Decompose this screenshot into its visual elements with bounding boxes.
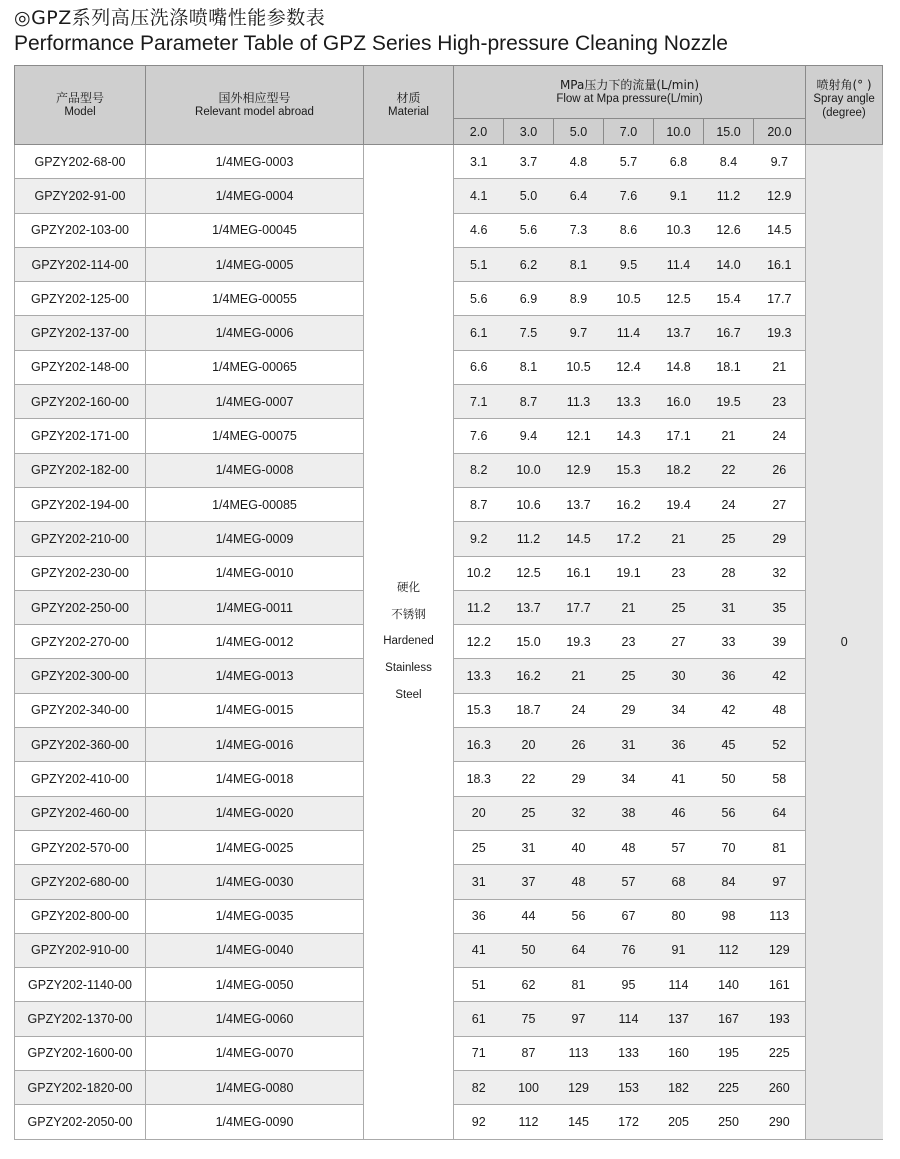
flow-cell: 5.6 (454, 282, 504, 316)
header-model-en: Model (64, 106, 96, 118)
flow-cell: 16.7 (704, 316, 754, 350)
header-flow (454, 66, 806, 119)
flow-cell: 68 (654, 865, 704, 899)
flow-cell: 42 (754, 659, 806, 693)
flow-cell: 34 (654, 693, 704, 727)
table-row (15, 145, 883, 179)
flow-cell: 25 (454, 830, 504, 864)
flow-cell: 10.0 (504, 453, 554, 487)
flow-cell: 11.2 (704, 179, 754, 213)
flow-cell: 17.7 (754, 282, 806, 316)
model-cell: GPZY202-2050-00 (15, 1105, 146, 1139)
abroad-model-cell: 1/4MEG-0011 (146, 590, 364, 624)
flow-cell: 5.7 (604, 145, 654, 179)
header-flow-en: Flow at Mpa pressure(L/min) (556, 93, 703, 105)
flow-cell: 97 (554, 1002, 604, 1036)
flow-cell: 40 (554, 830, 604, 864)
flow-cell: 10.2 (454, 556, 504, 590)
flow-cell: 13.7 (654, 316, 704, 350)
flow-cell: 20 (454, 796, 504, 830)
flow-cell: 16.1 (554, 556, 604, 590)
flow-cell: 9.2 (454, 522, 504, 556)
flow-cell: 21 (554, 659, 604, 693)
flow-cell: 17.1 (654, 419, 704, 453)
model-cell: GPZY202-680-00 (15, 865, 146, 899)
flow-cell: 81 (754, 830, 806, 864)
flow-cell: 112 (704, 933, 754, 967)
flow-cell: 8.1 (504, 350, 554, 384)
flow-cell: 12.5 (504, 556, 554, 590)
model-cell: GPZY202-800-00 (15, 899, 146, 933)
flow-cell: 21 (754, 350, 806, 384)
flow-cell: 31 (704, 590, 754, 624)
flow-cell: 14.0 (704, 247, 754, 281)
flow-cell: 37 (504, 865, 554, 899)
header-material-cn: 材质 (396, 91, 421, 105)
flow-cell: 67 (604, 899, 654, 933)
model-cell: GPZY202-103-00 (15, 213, 146, 247)
flow-cell: 15.3 (454, 693, 504, 727)
flow-cell: 34 (604, 762, 654, 796)
flow-cell: 39 (754, 625, 806, 659)
flow-cell: 64 (754, 796, 806, 830)
header-model-cn: 产品型号 (55, 91, 104, 105)
header-abroad-cn: 国外相应型号 (218, 91, 291, 105)
pressure-header-cell: 5.0 (554, 119, 604, 145)
flow-cell: 6.6 (454, 350, 504, 384)
model-cell: GPZY202-137-00 (15, 316, 146, 350)
pressure-header-cell: 10.0 (654, 119, 704, 145)
flow-cell: 114 (654, 968, 704, 1002)
model-cell: GPZY202-340-00 (15, 693, 146, 727)
flow-cell: 6.1 (454, 316, 504, 350)
flow-cell: 19.3 (754, 316, 806, 350)
abroad-model-cell: 1/4MEG-0080 (146, 1071, 364, 1105)
flow-cell: 12.5 (654, 282, 704, 316)
flow-cell: 11.2 (504, 522, 554, 556)
flow-cell: 51 (454, 968, 504, 1002)
abroad-model-cell: 1/4MEG-0020 (146, 796, 364, 830)
flow-cell: 25 (654, 590, 704, 624)
flow-cell: 13.7 (554, 487, 604, 521)
model-cell: GPZY202-250-00 (15, 590, 146, 624)
abroad-model-cell: 1/4MEG-0070 (146, 1036, 364, 1070)
flow-cell: 48 (554, 865, 604, 899)
flow-cell: 52 (754, 728, 806, 762)
flow-cell: 7.1 (454, 385, 504, 419)
flow-cell: 41 (654, 762, 704, 796)
flow-cell: 35 (754, 590, 806, 624)
spray-angle-cell (806, 145, 883, 1140)
model-cell: GPZY202-360-00 (15, 728, 146, 762)
abroad-model-cell: 1/4MEG-0005 (146, 247, 364, 281)
flow-cell: 64 (554, 933, 604, 967)
flow-cell: 13.3 (454, 659, 504, 693)
model-cell: GPZY202-1600-00 (15, 1036, 146, 1070)
header-angle-unit: (degree) (822, 107, 866, 119)
header-flow-cn: MPa压力下的流量(L/min) (559, 78, 700, 92)
abroad-model-cell: 1/4MEG-0035 (146, 899, 364, 933)
flow-cell: 161 (754, 968, 806, 1002)
flow-cell: 6.4 (554, 179, 604, 213)
flow-cell: 12.4 (604, 350, 654, 384)
nozzle-parameter-table (14, 65, 883, 1140)
model-cell: GPZY202-68-00 (15, 145, 146, 179)
flow-cell: 31 (604, 728, 654, 762)
abroad-model-cell: 1/4MEG-0013 (146, 659, 364, 693)
flow-cell: 14.8 (654, 350, 704, 384)
flow-cell: 12.1 (554, 419, 604, 453)
flow-cell: 91 (654, 933, 704, 967)
flow-cell: 129 (754, 933, 806, 967)
flow-cell: 98 (704, 899, 754, 933)
flow-cell: 20 (504, 728, 554, 762)
abroad-model-cell: 1/4MEG-0015 (146, 693, 364, 727)
flow-cell: 56 (554, 899, 604, 933)
flow-cell: 97 (754, 865, 806, 899)
flow-cell: 32 (554, 796, 604, 830)
flow-cell: 27 (754, 487, 806, 521)
flow-cell: 3.1 (454, 145, 504, 179)
header-spray-angle (806, 66, 883, 145)
flow-cell: 113 (554, 1036, 604, 1070)
flow-cell: 56 (704, 796, 754, 830)
abroad-model-cell: 1/4MEG-0007 (146, 385, 364, 419)
spray-angle-value: 0 (840, 634, 848, 649)
header-abroad-en: Relevant model abroad (195, 106, 314, 118)
model-cell: GPZY202-910-00 (15, 933, 146, 967)
abroad-model-cell: 1/4MEG-0004 (146, 179, 364, 213)
pressure-header-cell: 3.0 (504, 119, 554, 145)
flow-cell: 16.3 (454, 728, 504, 762)
flow-cell: 76 (604, 933, 654, 967)
flow-cell: 14.5 (754, 213, 806, 247)
flow-cell: 16.2 (504, 659, 554, 693)
flow-cell: 14.5 (554, 522, 604, 556)
flow-cell: 225 (754, 1036, 806, 1070)
header-material-en: Material (388, 106, 429, 118)
abroad-model-cell: 1/4MEG-0060 (146, 1002, 364, 1036)
flow-cell: 114 (604, 1002, 654, 1036)
abroad-model-cell: 1/4MEG-00075 (146, 419, 364, 453)
flow-cell: 8.1 (554, 247, 604, 281)
flow-cell: 290 (754, 1105, 806, 1139)
flow-cell: 8.7 (454, 487, 504, 521)
header-model (15, 66, 146, 145)
model-cell: GPZY202-230-00 (15, 556, 146, 590)
flow-cell: 19.3 (554, 625, 604, 659)
abroad-model-cell: 1/4MEG-0008 (146, 453, 364, 487)
flow-cell: 250 (704, 1105, 754, 1139)
flow-cell: 9.1 (654, 179, 704, 213)
flow-cell: 9.5 (604, 247, 654, 281)
abroad-model-cell: 1/4MEG-00055 (146, 282, 364, 316)
flow-cell: 23 (604, 625, 654, 659)
flow-cell: 19.5 (704, 385, 754, 419)
flow-cell: 36 (454, 899, 504, 933)
flow-cell: 17.2 (604, 522, 654, 556)
flow-cell: 61 (454, 1002, 504, 1036)
flow-cell: 25 (704, 522, 754, 556)
flow-cell: 71 (454, 1036, 504, 1070)
model-cell: GPZY202-114-00 (15, 247, 146, 281)
flow-cell: 45 (704, 728, 754, 762)
flow-cell: 17.7 (554, 590, 604, 624)
flow-cell: 42 (704, 693, 754, 727)
material-cn-line-2: 不锈钢 (391, 607, 426, 622)
flow-cell: 137 (654, 1002, 704, 1036)
flow-cell: 26 (554, 728, 604, 762)
model-cell: GPZY202-148-00 (15, 350, 146, 384)
flow-cell: 29 (554, 762, 604, 796)
flow-cell: 48 (754, 693, 806, 727)
flow-cell: 18.7 (504, 693, 554, 727)
abroad-model-cell: 1/4MEG-0040 (146, 933, 364, 967)
material-en-line-2: Stainless (385, 662, 432, 675)
abroad-model-cell: 1/4MEG-0006 (146, 316, 364, 350)
flow-cell: 6.9 (504, 282, 554, 316)
flow-cell: 50 (704, 762, 754, 796)
flow-cell: 160 (654, 1036, 704, 1070)
flow-cell: 12.6 (704, 213, 754, 247)
abroad-model-cell: 1/4MEG-0018 (146, 762, 364, 796)
flow-cell: 16.2 (604, 487, 654, 521)
flow-cell: 15.0 (504, 625, 554, 659)
page-title-cn: ◎GPZ系列高压洗涤喷嘴性能参数表 (14, 7, 326, 29)
flow-cell: 12.9 (554, 453, 604, 487)
model-cell: GPZY202-210-00 (15, 522, 146, 556)
material-en-line-1: Hardened (383, 635, 434, 648)
flow-cell: 4.6 (454, 213, 504, 247)
flow-cell: 7.6 (454, 419, 504, 453)
page-title-en: Performance Parameter Table of GPZ Series High-pressure Cleaning Nozzle (14, 32, 728, 55)
flow-cell: 21 (704, 419, 754, 453)
flow-cell: 57 (604, 865, 654, 899)
flow-cell: 11.4 (604, 316, 654, 350)
flow-cell: 48 (604, 830, 654, 864)
flow-cell: 7.5 (504, 316, 554, 350)
flow-cell: 133 (604, 1036, 654, 1070)
abroad-model-cell: 1/4MEG-0016 (146, 728, 364, 762)
flow-cell: 225 (704, 1071, 754, 1105)
flow-cell: 25 (604, 659, 654, 693)
flow-cell: 38 (604, 796, 654, 830)
flow-cell: 28 (704, 556, 754, 590)
model-cell: GPZY202-171-00 (15, 419, 146, 453)
flow-cell: 3.7 (504, 145, 554, 179)
flow-cell: 24 (754, 419, 806, 453)
abroad-model-cell: 1/4MEG-00045 (146, 213, 364, 247)
flow-cell: 195 (704, 1036, 754, 1070)
flow-cell: 113 (754, 899, 806, 933)
flow-cell: 153 (604, 1071, 654, 1105)
flow-cell: 21 (604, 590, 654, 624)
flow-cell: 25 (504, 796, 554, 830)
flow-cell: 87 (504, 1036, 554, 1070)
model-cell: GPZY202-194-00 (15, 487, 146, 521)
flow-cell: 26 (754, 453, 806, 487)
flow-cell: 11.3 (554, 385, 604, 419)
flow-cell: 18.1 (704, 350, 754, 384)
abroad-model-cell: 1/4MEG-0090 (146, 1105, 364, 1139)
flow-cell: 29 (604, 693, 654, 727)
flow-cell: 22 (504, 762, 554, 796)
flow-cell: 46 (654, 796, 704, 830)
flow-cell: 19.4 (654, 487, 704, 521)
flow-cell: 13.3 (604, 385, 654, 419)
pressure-header-cell: 2.0 (454, 119, 504, 145)
flow-cell: 80 (654, 899, 704, 933)
model-cell: GPZY202-300-00 (15, 659, 146, 693)
header-material (364, 66, 454, 145)
flow-cell: 58 (754, 762, 806, 796)
flow-cell: 145 (554, 1105, 604, 1139)
header-angle-en: Spray angle (813, 93, 875, 105)
flow-cell: 11.4 (654, 247, 704, 281)
flow-cell: 9.7 (554, 316, 604, 350)
flow-cell: 92 (454, 1105, 504, 1139)
pressure-header-cell: 15.0 (704, 119, 754, 145)
table-body (15, 145, 883, 1140)
flow-cell: 81 (554, 968, 604, 1002)
flow-cell: 16.1 (754, 247, 806, 281)
flow-cell: 29 (754, 522, 806, 556)
model-cell: GPZY202-125-00 (15, 282, 146, 316)
flow-cell: 8.7 (504, 385, 554, 419)
flow-cell: 33 (704, 625, 754, 659)
abroad-model-cell: 1/4MEG-0003 (146, 145, 364, 179)
flow-cell: 9.7 (754, 145, 806, 179)
flow-cell: 11.2 (454, 590, 504, 624)
flow-cell: 10.6 (504, 487, 554, 521)
flow-cell: 129 (554, 1071, 604, 1105)
model-cell: GPZY202-160-00 (15, 385, 146, 419)
flow-cell: 5.0 (504, 179, 554, 213)
model-cell: GPZY202-91-00 (15, 179, 146, 213)
flow-cell: 172 (604, 1105, 654, 1139)
flow-cell: 70 (704, 830, 754, 864)
flow-cell: 9.4 (504, 419, 554, 453)
flow-cell: 15.4 (704, 282, 754, 316)
abroad-model-cell: 1/4MEG-0050 (146, 968, 364, 1002)
table-header (15, 66, 883, 145)
flow-cell: 12.2 (454, 625, 504, 659)
flow-cell: 7.3 (554, 213, 604, 247)
flow-cell: 30 (654, 659, 704, 693)
flow-cell: 193 (754, 1002, 806, 1036)
pressure-header-cell: 7.0 (604, 119, 654, 145)
flow-cell: 13.7 (504, 590, 554, 624)
abroad-model-cell: 1/4MEG-00065 (146, 350, 364, 384)
flow-cell: 10.5 (554, 350, 604, 384)
flow-cell: 95 (604, 968, 654, 1002)
model-cell: GPZY202-1140-00 (15, 968, 146, 1002)
flow-cell: 36 (654, 728, 704, 762)
flow-cell: 8.6 (604, 213, 654, 247)
flow-cell: 18.3 (454, 762, 504, 796)
flow-cell: 32 (754, 556, 806, 590)
flow-cell: 10.5 (604, 282, 654, 316)
model-cell: GPZY202-410-00 (15, 762, 146, 796)
model-cell: GPZY202-1370-00 (15, 1002, 146, 1036)
flow-cell: 23 (754, 385, 806, 419)
flow-cell: 18.2 (654, 453, 704, 487)
abroad-model-cell: 1/4MEG-0012 (146, 625, 364, 659)
flow-cell: 100 (504, 1071, 554, 1105)
flow-cell: 31 (504, 830, 554, 864)
flow-cell: 8.9 (554, 282, 604, 316)
flow-cell: 31 (454, 865, 504, 899)
flow-cell: 22 (704, 453, 754, 487)
abroad-model-cell: 1/4MEG-0030 (146, 865, 364, 899)
flow-cell: 84 (704, 865, 754, 899)
abroad-model-cell: 1/4MEG-0025 (146, 830, 364, 864)
flow-cell: 82 (454, 1071, 504, 1105)
flow-cell: 8.4 (704, 145, 754, 179)
flow-cell: 44 (504, 899, 554, 933)
material-en-line-3: Steel (395, 689, 422, 702)
flow-cell: 4.8 (554, 145, 604, 179)
model-cell: GPZY202-570-00 (15, 830, 146, 864)
flow-cell: 167 (704, 1002, 754, 1036)
flow-cell: 19.1 (604, 556, 654, 590)
flow-cell: 16.0 (654, 385, 704, 419)
material-cn-line-1: 硬化 (397, 580, 420, 595)
flow-cell: 27 (654, 625, 704, 659)
flow-cell: 62 (504, 968, 554, 1002)
flow-cell: 5.1 (454, 247, 504, 281)
flow-cell: 8.2 (454, 453, 504, 487)
model-cell: GPZY202-460-00 (15, 796, 146, 830)
flow-cell: 140 (704, 968, 754, 1002)
abroad-model-cell: 1/4MEG-00085 (146, 487, 364, 521)
flow-cell: 205 (654, 1105, 704, 1139)
flow-cell: 15.3 (604, 453, 654, 487)
header-abroad (146, 66, 364, 145)
flow-cell: 4.1 (454, 179, 504, 213)
abroad-model-cell: 1/4MEG-0010 (146, 556, 364, 590)
flow-cell: 182 (654, 1071, 704, 1105)
flow-cell: 6.8 (654, 145, 704, 179)
flow-cell: 12.9 (754, 179, 806, 213)
pressure-header-cell: 20.0 (754, 119, 806, 145)
header-angle-cn: 喷射角(° ) (816, 78, 872, 92)
flow-cell: 10.3 (654, 213, 704, 247)
flow-cell: 24 (554, 693, 604, 727)
flow-cell: 41 (454, 933, 504, 967)
flow-cell: 14.3 (604, 419, 654, 453)
flow-cell: 6.2 (504, 247, 554, 281)
flow-cell: 112 (504, 1105, 554, 1139)
flow-cell: 260 (754, 1071, 806, 1105)
flow-cell: 5.6 (504, 213, 554, 247)
material-cell (364, 145, 454, 1140)
flow-cell: 36 (704, 659, 754, 693)
model-cell: GPZY202-182-00 (15, 453, 146, 487)
flow-cell: 23 (654, 556, 704, 590)
flow-cell: 75 (504, 1002, 554, 1036)
flow-cell: 21 (654, 522, 704, 556)
flow-cell: 24 (704, 487, 754, 521)
flow-cell: 50 (504, 933, 554, 967)
abroad-model-cell: 1/4MEG-0009 (146, 522, 364, 556)
model-cell: GPZY202-270-00 (15, 625, 146, 659)
model-cell: GPZY202-1820-00 (15, 1071, 146, 1105)
flow-cell: 7.6 (604, 179, 654, 213)
flow-cell: 57 (654, 830, 704, 864)
